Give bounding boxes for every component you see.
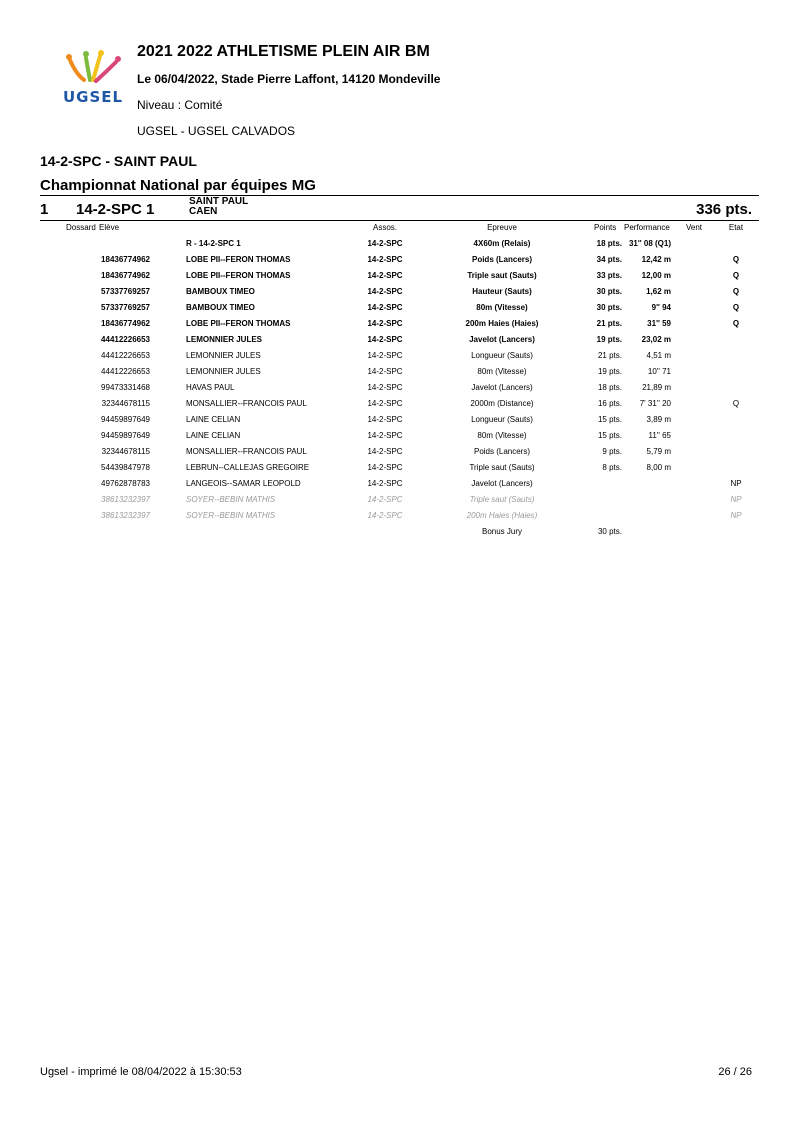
- row-performance: 3,89 m: [646, 415, 671, 424]
- col-points: Points: [594, 223, 617, 232]
- row-performance: 4,51 m: [646, 351, 671, 360]
- row-dossard: 49762878783: [101, 479, 150, 488]
- row-performance: 23,02 m: [641, 335, 671, 344]
- row-epreuve: Bonus Jury: [481, 527, 523, 536]
- row-eleve: LOBE PII--FERON THOMAS: [186, 319, 291, 328]
- print-info: Ugsel - imprimé le 08/04/2022 à 15:30:53: [40, 1066, 242, 1078]
- row-eleve: MONSALLIER--FRANCOIS PAUL: [186, 447, 307, 456]
- page-number: 26 / 26: [718, 1066, 752, 1078]
- row-etat: Q: [732, 319, 740, 328]
- row-assos: 14-2-SPC: [367, 383, 403, 392]
- row-performance: 12,42 m: [641, 255, 671, 264]
- team-name: 14-2-SPC 1: [76, 201, 155, 218]
- row-dossard: 94459897649: [101, 415, 150, 424]
- row-dossard: 99473331468: [101, 383, 150, 392]
- team-rank: 1: [40, 201, 49, 218]
- row-assos: 14-2-SPC: [367, 271, 403, 280]
- row-dossard: 18436774962: [101, 319, 150, 328]
- row-assos: 14-2-SPC: [367, 351, 403, 360]
- row-performance: 31'' 59: [647, 319, 671, 328]
- row-assos: 14-2-SPC: [367, 415, 403, 424]
- table-row: [0, 253, 793, 267]
- event-date-location: Le 06/04/2022, Stade Pierre Laffont, 14120 Mondeville: [137, 72, 441, 86]
- row-points: 33 pts.: [596, 271, 622, 280]
- table-row: [0, 413, 793, 427]
- row-dossard: 18436774962: [101, 271, 150, 280]
- row-epreuve: Javelot (Lancers): [469, 335, 535, 344]
- row-epreuve: 2000m (Distance): [470, 399, 534, 408]
- row-epreuve: 80m (Vitesse): [477, 431, 527, 440]
- table-row: [0, 381, 793, 395]
- row-epreuve: 200m Haies (Haies): [465, 319, 539, 328]
- row-dossard: 44412226653: [101, 351, 150, 360]
- row-dossard: 38613232397: [101, 495, 150, 504]
- row-etat: Q: [732, 287, 740, 296]
- table-row: [0, 445, 793, 459]
- row-points: 15 pts.: [597, 415, 622, 424]
- row-eleve: BAMBOUX TIMEO: [186, 287, 255, 296]
- row-assos: 14-2-SPC: [367, 447, 403, 456]
- row-eleve: LANGEOIS--SAMAR LEOPOLD: [186, 479, 301, 488]
- table-row: [0, 429, 793, 443]
- row-etat: Q: [732, 399, 740, 408]
- table-row: [0, 285, 793, 299]
- row-points: 18 pts.: [597, 383, 622, 392]
- row-points: 19 pts.: [597, 367, 622, 376]
- row-performance: 1,62 m: [646, 287, 671, 296]
- row-epreuve: 80m (Vitesse): [476, 303, 528, 312]
- table-row: [0, 365, 793, 379]
- table-row: [0, 461, 793, 475]
- divider: [40, 195, 759, 196]
- row-dossard: 38613232397: [101, 511, 150, 520]
- row-performance: 11'' 65: [648, 431, 671, 440]
- col-etat: Etat: [728, 223, 744, 232]
- team-points: 336 pts.: [696, 201, 752, 218]
- row-points: 8 pts.: [602, 463, 622, 472]
- event-level: Niveau : Comité: [137, 98, 223, 112]
- row-performance: 5,79 m: [646, 447, 671, 456]
- row-dossard: 57337769257: [101, 303, 150, 312]
- row-performance: 21,89 m: [642, 383, 671, 392]
- row-epreuve: Javelot (Lancers): [471, 383, 533, 392]
- col-assos: Assos.: [372, 223, 397, 232]
- row-assos: 14-2-SPC: [367, 239, 403, 248]
- row-points: 21 pts.: [597, 351, 622, 360]
- col-eleve: Elève: [99, 223, 120, 232]
- page-title: 2021 2022 ATHLETISME PLEIN AIR BM: [137, 43, 430, 60]
- championship-heading: Championnat National par équipes MG: [40, 177, 316, 194]
- table-row: [0, 237, 793, 251]
- row-eleve: LEMONNIER JULES: [186, 367, 261, 376]
- row-assos: 14-2-SPC: [367, 431, 403, 440]
- row-performance: 8,00 m: [646, 463, 671, 472]
- row-etat: Q: [732, 271, 740, 280]
- row-points: 16 pts.: [597, 399, 622, 408]
- row-points: 19 pts.: [596, 335, 622, 344]
- row-assos: 14-2-SPC: [367, 463, 403, 472]
- row-assos: 14-2-SPC: [367, 511, 403, 520]
- row-epreuve: 4X60m (Relais): [473, 239, 531, 248]
- event-organisation: UGSEL - UGSEL CALVADOS: [137, 124, 296, 138]
- row-dossard: 18436774962: [101, 255, 150, 264]
- logo-text: UGSEL: [63, 88, 124, 106]
- row-etat: NP: [730, 511, 742, 520]
- table-row: [0, 301, 793, 315]
- row-assos: 14-2-SPC: [367, 319, 403, 328]
- row-epreuve: 200m Haies (Haies): [466, 511, 538, 520]
- row-epreuve: Hauteur (Sauts): [472, 287, 532, 296]
- row-assos: 14-2-SPC: [367, 303, 403, 312]
- row-performance: 9'' 94: [651, 303, 671, 312]
- team-school-name: SAINT PAUL: [189, 196, 249, 207]
- table-row: [0, 525, 793, 539]
- row-epreuve: Poids (Lancers): [471, 255, 532, 264]
- row-eleve: LOBE PII--FERON THOMAS: [186, 255, 291, 264]
- table-row: [0, 269, 793, 283]
- row-epreuve: 80m (Vitesse): [477, 367, 527, 376]
- row-points: 30 pts.: [596, 303, 622, 312]
- row-eleve: LAINE CELIAN: [186, 415, 241, 424]
- row-points: 21 pts.: [596, 319, 622, 328]
- table-row: [0, 349, 793, 363]
- row-eleve: SOYER--BEBIN MATHIS: [186, 495, 276, 504]
- row-points: 34 pts.: [596, 255, 622, 264]
- row-assos: 14-2-SPC: [367, 367, 403, 376]
- row-points: 9 pts.: [602, 447, 622, 456]
- row-dossard: 54439847978: [101, 463, 150, 472]
- row-epreuve: Triple saut (Sauts): [467, 271, 537, 280]
- row-dossard: 94459897649: [101, 431, 150, 440]
- row-dossard: 57337769257: [101, 287, 150, 296]
- row-epreuve: Javelot (Lancers): [471, 479, 533, 488]
- row-dossard: 32344678115: [101, 447, 150, 456]
- row-performance: 10'' 71: [647, 367, 671, 376]
- team-school-city: CAEN: [189, 206, 218, 217]
- row-eleve: LOBE PII--FERON THOMAS: [186, 271, 291, 280]
- row-assos: 14-2-SPC: [367, 479, 403, 488]
- row-dossard: 44412226653: [101, 335, 150, 344]
- row-assos: 14-2-SPC: [367, 255, 403, 264]
- row-eleve: LEMONNIER JULES: [186, 351, 261, 360]
- table-row: [0, 493, 793, 507]
- row-etat: NP: [730, 479, 742, 488]
- col-dossard: Dossard: [66, 223, 96, 232]
- row-eleve: BAMBOUX TIMEO: [186, 303, 255, 312]
- row-assos: 14-2-SPC: [367, 399, 403, 408]
- row-epreuve: Triple saut (Sauts): [469, 495, 535, 504]
- row-performance: 12,00 m: [641, 271, 671, 280]
- club-heading: 14-2-SPC - SAINT PAUL: [40, 153, 197, 169]
- row-eleve: LEMONNIER JULES: [186, 335, 263, 344]
- row-eleve: LAINE CELIAN: [186, 431, 241, 440]
- table-header: [0, 221, 793, 235]
- row-eleve: HAVAS PAUL: [186, 383, 235, 392]
- row-points: 18 pts.: [596, 239, 622, 248]
- row-eleve: R - 14-2-SPC 1: [186, 239, 241, 248]
- row-eleve: MONSALLIER--FRANCOIS PAUL: [186, 399, 307, 408]
- table-row: [0, 317, 793, 331]
- team-school: [189, 197, 248, 217]
- row-epreuve: Poids (Lancers): [473, 447, 531, 456]
- table-row: [0, 509, 793, 523]
- table-row: [0, 397, 793, 411]
- row-assos: 14-2-SPC: [367, 495, 403, 504]
- row-assos: 14-2-SPC: [367, 335, 403, 344]
- row-etat: Q: [732, 303, 740, 312]
- row-epreuve: Longueur (Sauts): [471, 415, 533, 424]
- row-dossard: 44412226653: [101, 367, 150, 376]
- row-points: 30 pts.: [596, 287, 622, 296]
- row-performance: 7' 31'' 20: [639, 399, 671, 408]
- row-etat: NP: [730, 495, 742, 504]
- col-performance: Performance: [624, 223, 670, 232]
- table-row: [0, 477, 793, 491]
- row-epreuve: Longueur (Sauts): [471, 351, 533, 360]
- row-epreuve: Triple saut (Sauts): [469, 463, 535, 472]
- col-epreuve: Epreuve: [487, 223, 517, 232]
- col-vent: Vent: [686, 223, 703, 232]
- row-points: 15 pts.: [597, 431, 622, 440]
- row-eleve: SOYER--BEBIN MATHIS: [186, 511, 276, 520]
- row-etat: Q: [732, 255, 740, 264]
- row-eleve: LEBRUN--CALLEJAS GREGOIRE: [186, 463, 310, 472]
- row-performance: 31'' 08 (Q1): [628, 239, 671, 248]
- row-dossard: 32344678115: [101, 399, 150, 408]
- row-points: 30 pts.: [597, 527, 622, 536]
- row-assos: 14-2-SPC: [367, 287, 403, 296]
- table-row: [0, 333, 793, 347]
